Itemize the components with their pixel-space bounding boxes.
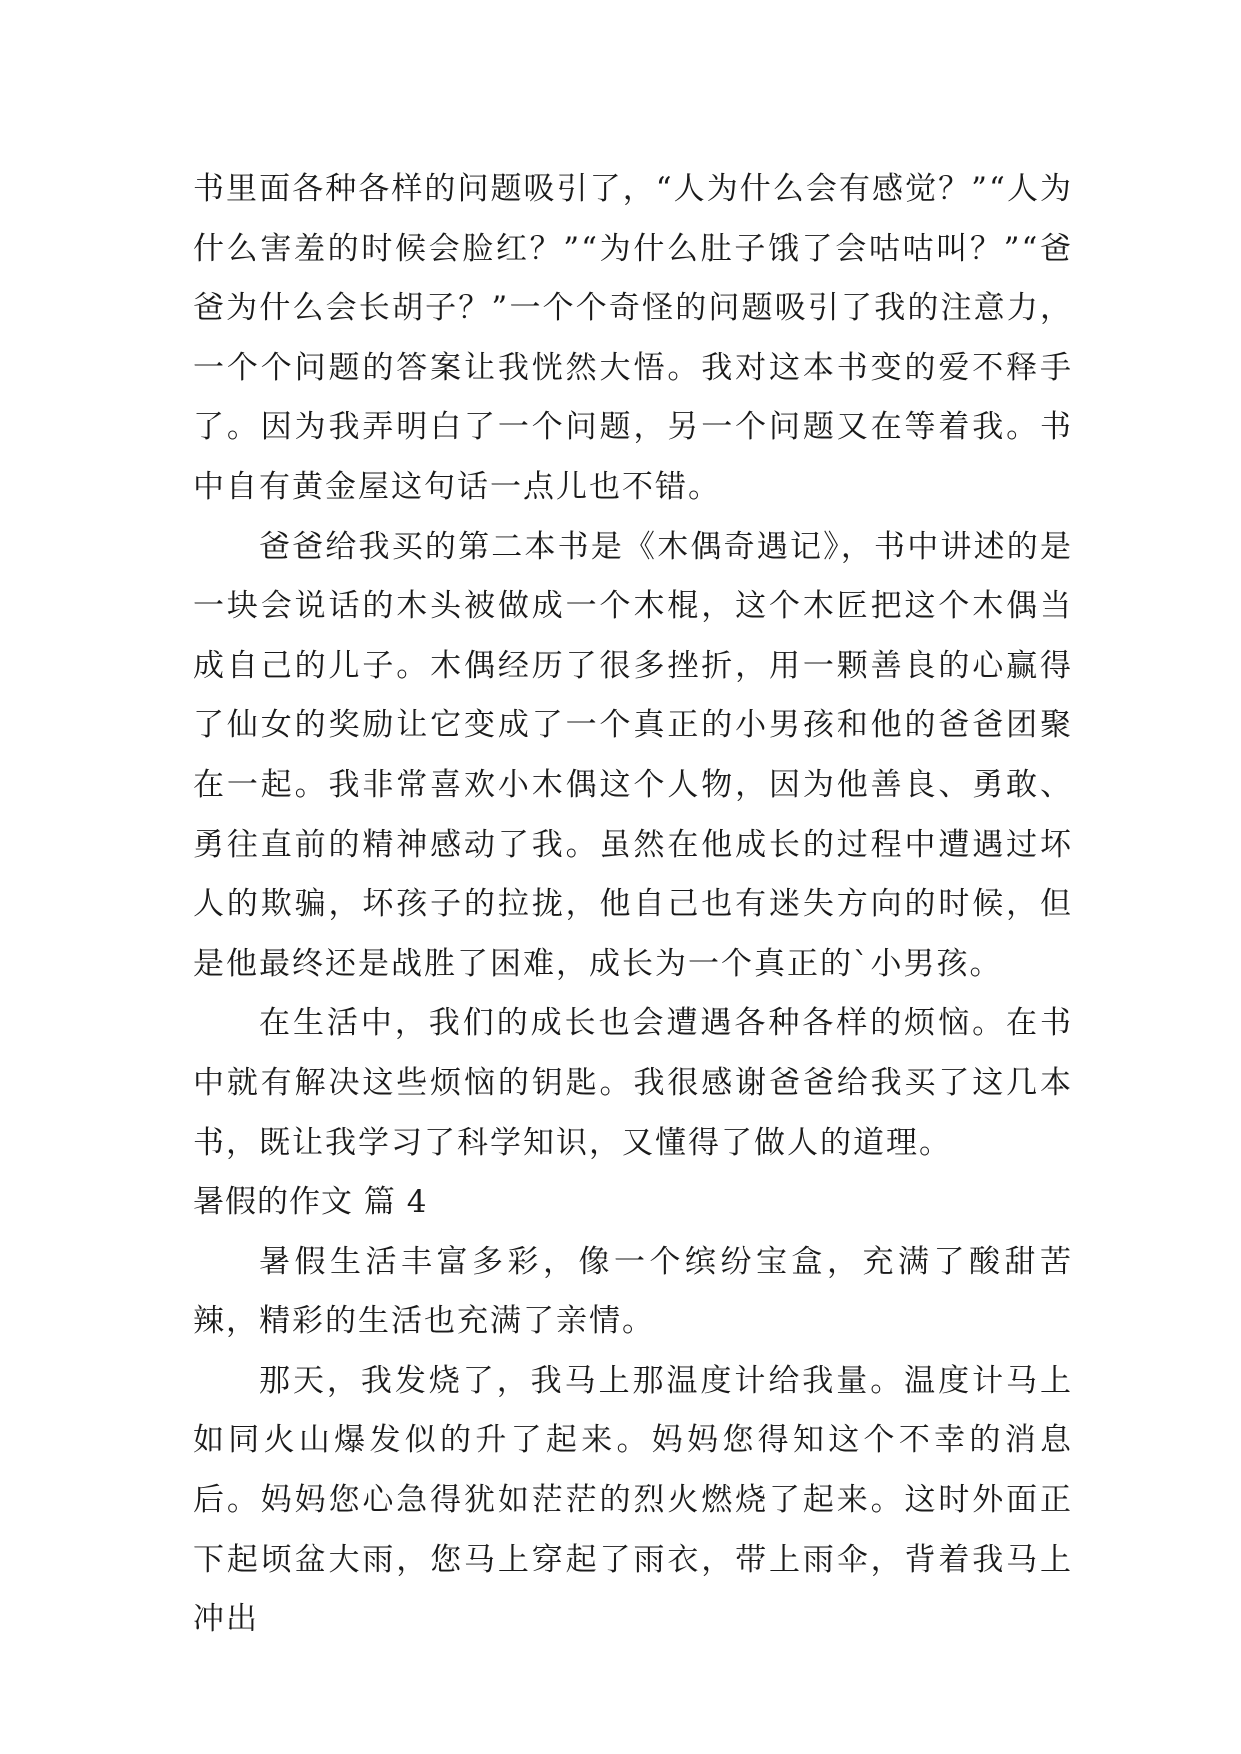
paragraph-2: 爸爸给我买的第二本书是《木偶奇遇记》，书中讲述的是一块会说话的木头被做成一个木棍，这个木匠把这个木偶当成自己的儿子。木偶经历了很多挫折，用一颗善良的心赢得了仙女的奖励让它变成了一个真正的小男孩和他的爸爸团聚在一起。我非常喜欢小木偶这个人物，因为他善良、勇敢、勇往直前的精神感动了我。虽然在他成长的过程中遭遇过坏人的欺骗，坏孩子的拉拢，他自己也有迷失方向的时候，但是他最终还是战胜了困难，成长为一个真正的`小男孩。 [193,528,1073,982]
paragraph-3: 在生活中，我们的成长也会遭遇各种各样的烦恼。在书中就有解决这些烦恼的钥匙。我很感谢爸爸给我买了这几本书，既让我学习了科学知识，又懂得了做人的道理。 [193,1005,1073,1161]
paragraph-5: 那天，我发烧了，我马上那温度计给我量。温度计马上如同火山爆发似的升了起来。妈妈您得知这个不幸的消息后。妈妈您心急得犹如茫茫的烈火燃烧了起来。这时外面正下起顷盆大雨，您马上穿起了雨衣，带上雨伞，背着我马上冲出 [193,1362,1073,1638]
paragraph-4: 暑假生活丰富多彩，像一个缤纷宝盒，充满了酸甜苦辣，精彩的生活也充满了亲情。 [193,1243,1073,1340]
document-body [193,160,1073,1650]
section-heading: 暑假的作文 篇 4 [193,1184,428,1221]
paragraph-1: 书里面各种各样的问题吸引了，“人为什么会有感觉？”“人为什么害羞的时候会脸红？”“为什么肚子饿了会咕咕叫？”“爸爸为什么会长胡子？”一个个奇怪的问题吸引了我的注意力，一个个问题的答案让我恍然大悟。我对这本书变的爱不释手了。因为我弄明白了一个问题，另一个问题又在等着我。书中自有黄金屋这句话一点儿也不错。 [193,171,1073,505]
